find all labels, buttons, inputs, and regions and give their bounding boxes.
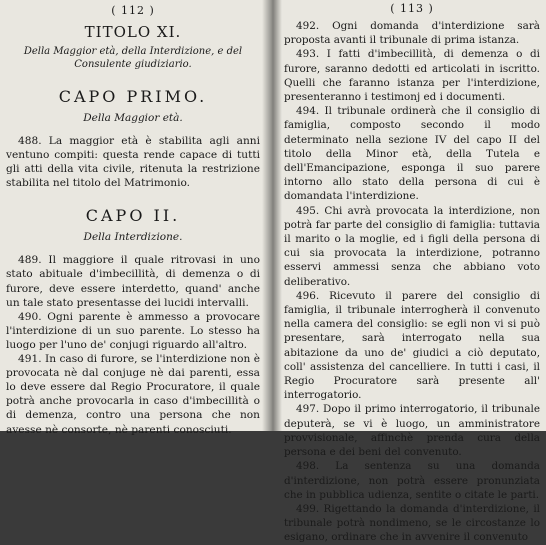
article-498: 498. La sentenza su una domanda d'interdizione, non potrà essere pronunziata che in pubblica udienza, sentite o citate le parti. [284,460,540,501]
article-492: 492. Ogni domanda d'interdizione sarà proposta avanti il tribunale di prima istanza. [284,20,540,47]
chapter-2-heading: CAPO II. [85,206,181,226]
chapter-1 [6,87,260,190]
title-subheading: Della Maggior età, della Interdizione, e del Consulente giudiziario. [23,46,243,70]
chapter-2 [6,206,260,436]
chapter-2-subheading: Della Interdizione. [83,231,183,244]
page-number-right: ( 113 ) [390,2,434,15]
chapter-1-subheading: Della Maggior età. [83,112,183,124]
article-490: 490. Ogni parente è ammesso a provocare l'interdizione di un suo parente. Lo stesso ha luogo per l'uno de' conjugi riguardo all'altro. [6,310,260,351]
article-488: 488. La maggior età è stabilita agli anni ventuno compiti: questa rende capace di tutti gli atti della vita civile, ritenuta la restrizione stabilita nel titolo del Matrimonio. [6,135,260,190]
title-heading: TITOLO XI. [84,23,182,41]
article-489: 489. Il maggiore il quale ritrovasi in uno stato abituale d'imbecillità, di demenza o di furore, deve essere interdetto, quand' anche un tale stato presentasse dei lucidi intervalli. [6,254,260,309]
article-497: 497. Dopo il primo interrogatorio, il tribunale deputerà, se vi è luogo, un amministratore provvisionale, affinchè prenda cura della persona e dei beni del convenuto. [284,403,540,459]
right-page [270,0,546,544]
article-499: 499. Rigettando la domanda d'interdizione, il tribunale potrà nondimeno, se le circostanze lo esigano, ordinare che in avvenire il convenuto [284,502,540,544]
article-494: 494. Il tribunale ordinerà che il consiglio di famiglia, composto secondo il modo determinato nella sezione IV del capo II del titolo della Minor età, della Tutela e dell'Emancipazione, esponga il suo parere intorno allo stato della persona di cui è domandata l'interdizione. [284,105,540,203]
article-496: 496. Ricevuto il parere del consiglio di famiglia, il tribunale interrogherà il convenuto nella camera del consiglio: se egli non vi si può presentare, sarà interrogato nella sua abitazione da uno de' giudici a ciò deputato, coll' assistenza del cancelliere. In tutti i casi, il Regio Procuratore sarà presente all' interrogatorio. [284,289,540,402]
chapter-1-heading: CAPO PRIMO. [58,87,208,106]
article-495: 495. Chi avrà provocata la interdizione, non potrà far parte del consiglio di famiglia: tuttavia il marito o la moglie, ed i figli della persona di cui sia provocata la interdizione, potranno esservi ammessi senza che abbiano voto deliberativo. [284,204,540,288]
article-491: 491. In caso di furore, se l'interdizione non è provocata nè dal conjuge nè dai parenti, essa lo deve essere dal Regio Procuratore, il quale potrà anche provocarla in caso d'imbecillità o di demenza, contro una persona che non avesse nè consorte, nè parenti conosciuti. [6,353,260,436]
left-page [0,0,270,436]
page-number-left: ( 112 ) [111,4,155,17]
article-493: 493. I fatti d'imbecillità, di demenza o di furore, saranno dedotti ed articolati in iscritto. Quelli che faranno istanza per l'interdizione, presenteranno i testimonj ed i documenti. [284,48,540,104]
